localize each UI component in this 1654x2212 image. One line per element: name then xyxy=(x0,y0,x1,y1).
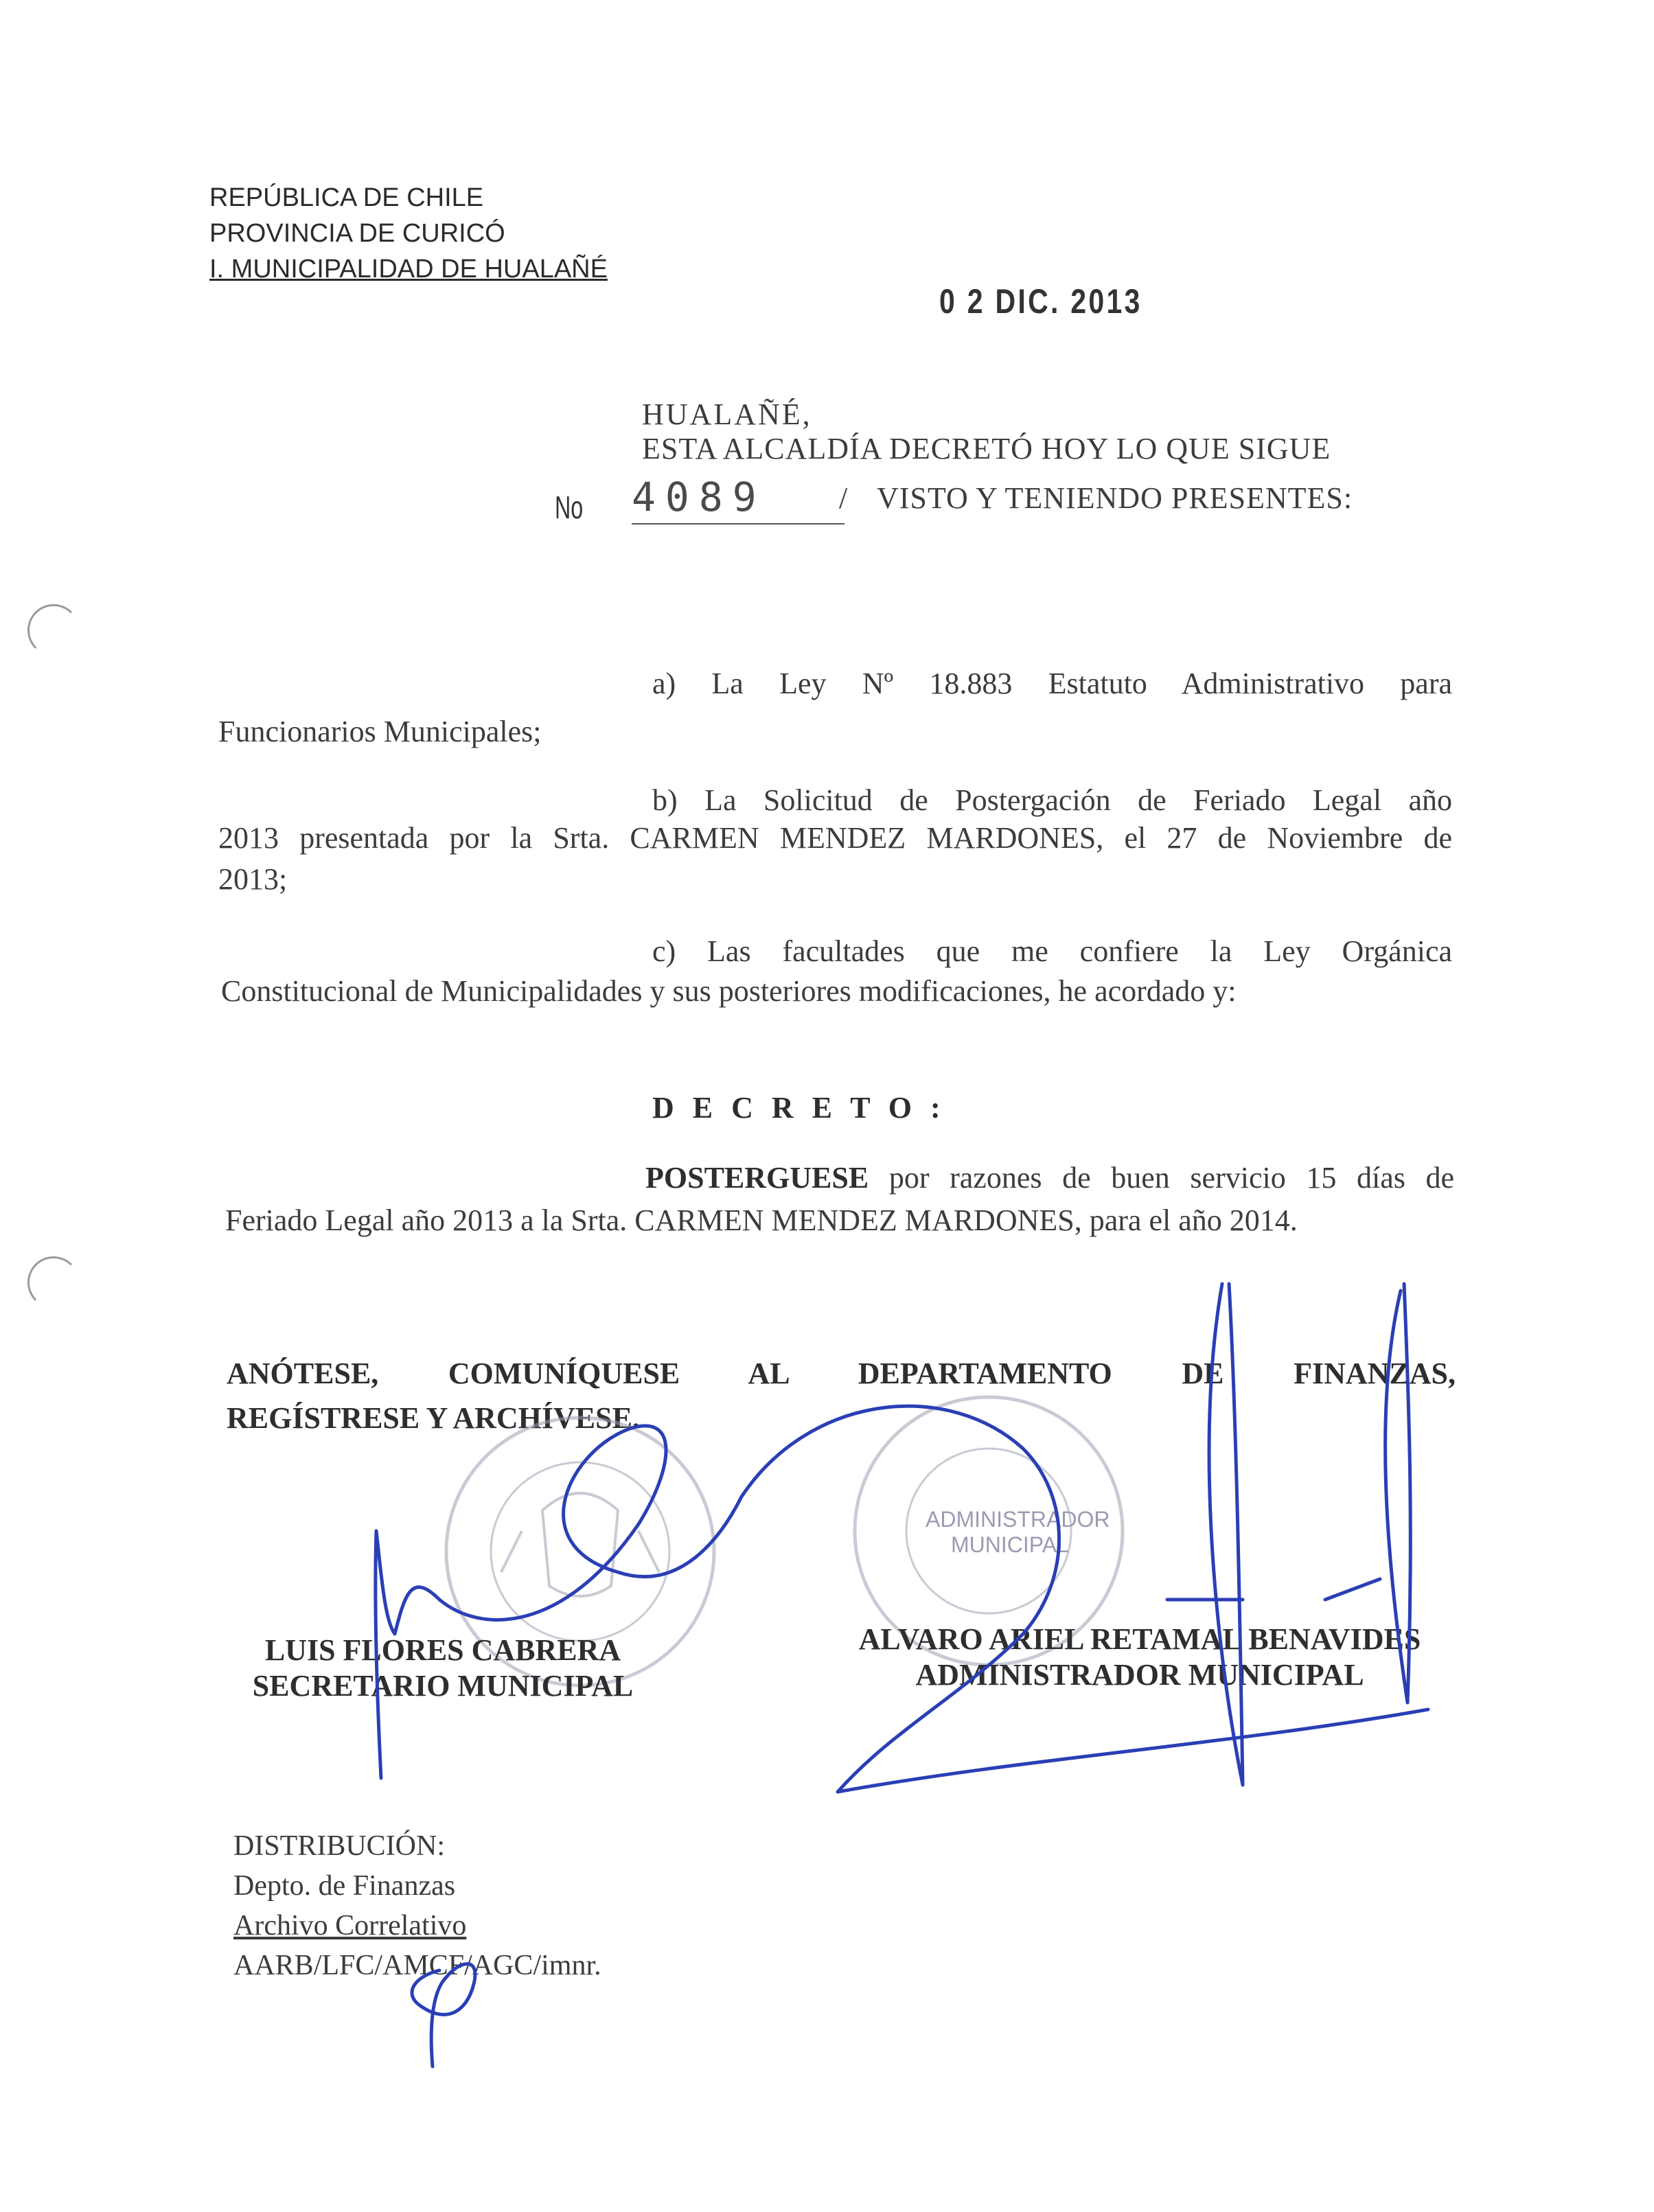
decree-number-slash: / xyxy=(839,481,848,515)
decree-number: 4089 xyxy=(632,474,766,520)
consideration-b-third: 2013; xyxy=(218,862,288,896)
letterhead-country: REPÚBLICA DE CHILE xyxy=(209,183,484,212)
decreto-first-rest: por razones de buen servicio 15 días de xyxy=(869,1161,1454,1195)
signatory-left-name: LUIS FLORES CABRERA xyxy=(264,1633,621,1667)
letterhead-municipality: I. MUNICIPALIDAD DE HUALAÑÉ xyxy=(209,255,608,284)
signatory-right-name: ALVARO ARIEL RETAMAL BENAVIDES xyxy=(858,1622,1421,1656)
consideration-a-first: a) La Ley Nº 18.883 Estatuto Administrativo para xyxy=(652,667,1452,700)
consideration-c-second: Constitucional de Municipalidades y sus posteriores modificaciones, he acordado y: xyxy=(221,974,1237,1008)
closing-line-1: ANÓTESE, COMUNÍQUESE AL DEPARTAMENTO DE FINANZAS, xyxy=(227,1357,1456,1390)
admin-seal-center-1: ADMINISTRADOR xyxy=(926,1507,1110,1532)
consideration-a-second: Funcionarios Municipales; xyxy=(218,715,542,748)
signatory-right-title: ADMINISTRADOR MUNICIPAL xyxy=(915,1658,1364,1692)
decreto-keyword: POSTERGUESE xyxy=(645,1161,869,1195)
consideration-b-second: 2013 presentada por la Srta. CARMEN MENDEZ MARDONES, el 27 de Noviembre de xyxy=(218,821,1452,855)
closing-line-2: REGÍSTRESE Y ARCHÍVESE. xyxy=(227,1401,640,1435)
place-line: HUALAÑÉ, xyxy=(642,398,812,431)
decree-intro-line: ESTA ALCALDÍA DECRETÓ HOY LO QUE SIGUE xyxy=(642,432,1331,465)
date-stamp: 0 2 DIC. 2013 xyxy=(939,282,1142,321)
distribution-item-archivo: Archivo Correlativo xyxy=(233,1910,467,1942)
admin-seal-center-2: MUNICIPAL xyxy=(951,1532,1069,1557)
decree-number-prefix: No xyxy=(555,489,584,525)
letterhead-province: PROVINCIA DE CURICÓ xyxy=(209,219,505,248)
left-signature xyxy=(376,1426,742,1778)
distribution-item-finanzas: Depto. de Finanzas xyxy=(233,1870,456,1902)
decreto-second-line: Feriado Legal año 2013 a la Srta. CARMEN MENDEZ MARDONES, para el año 2014. xyxy=(225,1203,1298,1237)
initials-signature xyxy=(412,1964,475,2066)
decreto-heading: D E C R E T O : xyxy=(652,1091,946,1125)
consideration-c-first: c) Las facultades que me confiere la Ley Orgánica xyxy=(652,934,1452,968)
signatory-left-title: SECRETARIO MUNICIPAL xyxy=(252,1669,634,1703)
consideration-b-first: b) La Solicitud de Postergación de Feriado Legal año xyxy=(652,783,1452,817)
visto-line: VISTO Y TENIENDO PRESENTES: xyxy=(877,481,1353,515)
distribution-title: DISTRIBUCIÓN: xyxy=(233,1830,446,1862)
right-signature xyxy=(742,1284,1428,1792)
distribution-initials: AARB/LFC/AMCF/AGC/imnr. xyxy=(233,1950,601,1981)
